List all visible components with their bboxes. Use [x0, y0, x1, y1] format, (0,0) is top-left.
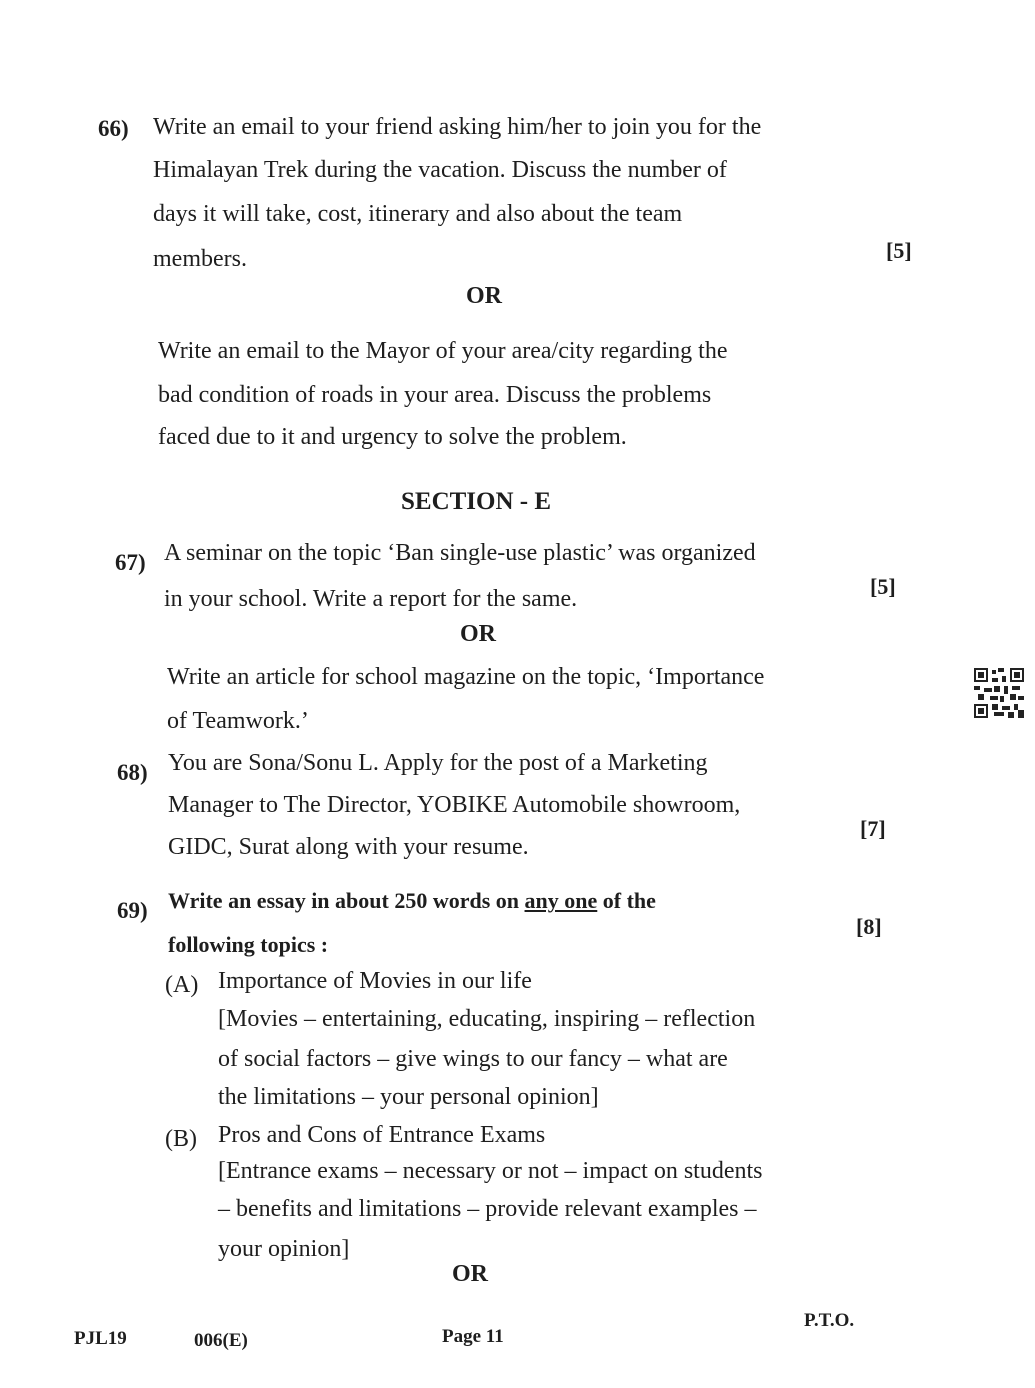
q68-line-1: You are Sona/Sonu L. Apply for the post of a Marketing: [168, 750, 708, 776]
q69-line-2: following topics :: [168, 932, 329, 957]
q66-line-3: days it will take, cost, itinerary and also about the team: [153, 201, 683, 227]
q69-option-b-hint-2: – benefits and limitations – provide relevant examples –: [218, 1196, 757, 1222]
q66-alt-line-1: Write an email to the Mayor of your area/city regarding the: [158, 338, 728, 364]
question-67-number: 67): [115, 550, 146, 575]
q66-line-2: Himalayan Trek during the vacation. Discuss the number of: [153, 157, 727, 183]
q69-option-b-hint-3: your opinion]: [218, 1236, 350, 1262]
q69-option-a-title: Importance of Movies in our life: [218, 968, 532, 994]
q69-or: OR: [452, 1261, 488, 1287]
q66-or: OR: [466, 283, 502, 309]
q69-option-a-hint-1: [Movies – entertaining, educating, inspiring – reflection: [218, 1006, 756, 1032]
q69-option-b-hint-1: [Entrance exams – necessary or not – impact on students: [218, 1158, 763, 1184]
q66-alt-line-2: bad condition of roads in your area. Discuss the problems: [158, 382, 712, 408]
q66-line-4: members.: [153, 246, 247, 272]
q68-line-3: GIDC, Surat along with your resume.: [168, 834, 529, 860]
page-number: Page 11: [442, 1326, 504, 1347]
q68-marks: [7]: [860, 816, 886, 841]
q66-alt-line-3: faced due to it and urgency to solve the problem.: [158, 424, 627, 450]
section-e-title: SECTION - E: [401, 488, 552, 515]
q69-line-1: [168, 886, 656, 916]
q69-option-a-hint-2: of social factors – give wings to our fancy – what are: [218, 1046, 728, 1072]
q67-line-1: A seminar on the topic ‘Ban single-use plastic’ was organized: [164, 540, 756, 566]
q69-option-a-label: (A): [165, 972, 199, 998]
question-66-number: 66): [98, 116, 129, 141]
footer-pto: P.T.O.: [804, 1310, 855, 1331]
footer-code-2: 006(E): [194, 1330, 248, 1351]
question-68-number: 68): [117, 760, 148, 785]
q69-option-b-title: Pros and Cons of Entrance Exams: [218, 1122, 546, 1148]
q66-marks: [5]: [886, 238, 912, 263]
q67-line-2: in your school. Write a report for the same.: [164, 586, 578, 612]
q69-marks: [8]: [856, 914, 882, 939]
q69-option-a-hint-3: the limitations – your personal opinion]: [218, 1084, 599, 1110]
question-69-number: 69): [117, 898, 148, 923]
q67-alt-line-2: of Teamwork.’: [167, 708, 309, 734]
q67-alt-line-1: Write an article for school magazine on the topic, ‘Importance: [167, 664, 765, 690]
q67-marks: [5]: [870, 574, 896, 599]
qr-code-icon: [974, 668, 1024, 718]
q66-line-1: Write an email to your friend asking him/her to join you for the: [153, 114, 762, 140]
q67-or: OR: [460, 621, 496, 647]
q68-line-2: Manager to The Director, YOBIKE Automobile showroom,: [168, 792, 741, 818]
q69-line-1-pre: Write an essay in about 250 words on: [168, 888, 525, 913]
q69-option-b-label: (B): [165, 1126, 197, 1152]
q69-any-one: any one: [524, 888, 598, 913]
q69-line-1-post: of the: [597, 888, 656, 913]
footer-code-1: PJL19: [74, 1328, 127, 1349]
